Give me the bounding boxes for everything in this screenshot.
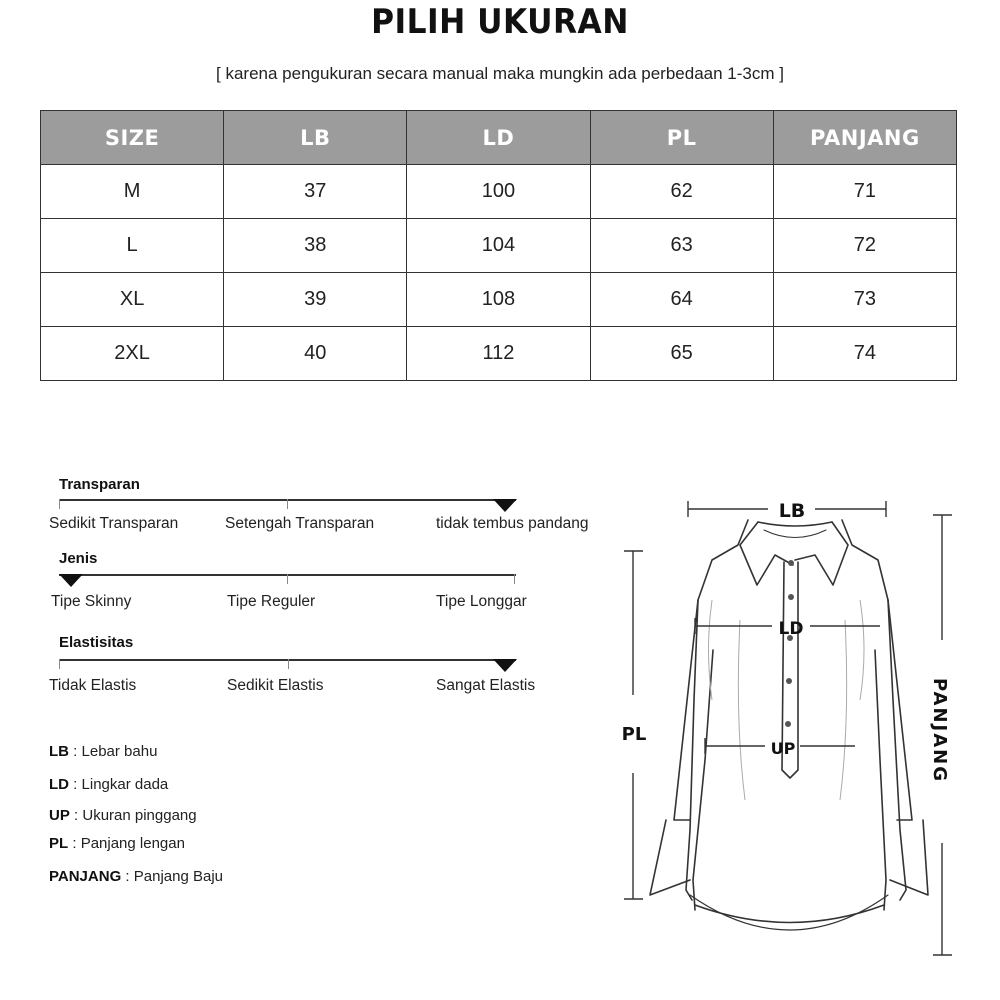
cell-size: 2XL <box>41 327 224 381</box>
scale-tick <box>59 659 60 669</box>
scale-tick <box>288 659 289 669</box>
scale-option: Tipe Longgar <box>436 593 527 610</box>
cell-pl: 65 <box>590 327 773 381</box>
cell-size: L <box>41 219 224 273</box>
legend-item-ld: LD : Lingkar dada <box>49 776 169 793</box>
cell-ld: 112 <box>407 327 590 381</box>
cell-pl: 64 <box>590 273 773 327</box>
cell-lb: 38 <box>224 219 407 273</box>
table-header-row <box>41 111 957 165</box>
cell-pl: 63 <box>590 219 773 273</box>
label-lb: LB <box>778 500 806 522</box>
table-row <box>41 327 957 381</box>
scale-option-selected: Tipe Skinny <box>51 593 132 610</box>
label-up: UP <box>770 739 796 758</box>
scale-tick <box>287 499 288 509</box>
page-title: PILIH UKURAN <box>371 2 629 42</box>
scale-option: Tidak Elastis <box>49 677 137 694</box>
cell-lb: 40 <box>224 327 407 381</box>
column-header-size: SIZE <box>41 111 224 165</box>
elasticity-scale <box>48 632 608 692</box>
cell-size: XL <box>41 273 224 327</box>
cell-size: M <box>41 165 224 219</box>
fit-type-scale <box>48 548 608 608</box>
legend-item-panjang: PANJANG : Panjang Baju <box>49 868 223 885</box>
cell-ld: 104 <box>407 219 590 273</box>
size-chart-table <box>40 110 957 381</box>
cell-panjang: 72 <box>773 219 956 273</box>
cell-lb: 39 <box>224 273 407 327</box>
scale-tick <box>514 574 515 584</box>
scale-title: Transparan <box>59 476 140 493</box>
column-header-lb: LB <box>224 111 407 165</box>
selected-marker-icon <box>59 574 83 587</box>
legend-item-lb: LB : Lebar bahu <box>49 743 158 760</box>
selected-marker-icon <box>493 499 517 512</box>
table-row <box>41 165 957 219</box>
legend-item-pl: PL : Panjang lengan <box>49 835 185 852</box>
table-row <box>41 219 957 273</box>
cell-pl: 62 <box>590 165 773 219</box>
scale-option: Tipe Reguler <box>227 593 316 610</box>
shirt-measurement-diagram <box>612 480 982 980</box>
scale-title: Jenis <box>59 550 98 567</box>
label-ld: LD <box>778 619 804 639</box>
scale-tick <box>59 499 60 509</box>
scale-option-selected: Sangat Elastis <box>436 677 536 694</box>
scale-option-selected: tidak tembus pandang <box>436 515 589 532</box>
cell-panjang: 73 <box>773 273 956 327</box>
cell-panjang: 74 <box>773 327 956 381</box>
label-pl: PL <box>621 724 647 745</box>
scale-option: Sedikit Transparan <box>49 515 179 532</box>
column-header-panjang: PANJANG <box>773 111 956 165</box>
scale-option: Setengah Transparan <box>225 515 375 532</box>
legend-item-up: UP : Ukuran pinggang <box>49 807 197 824</box>
cell-ld: 100 <box>407 165 590 219</box>
scale-option: Sedikit Elastis <box>227 677 324 694</box>
measurement-note: [ karena pengukuran secara manual maka mungkin ada perbedaan 1-3cm ] <box>216 64 784 83</box>
cell-lb: 37 <box>224 165 407 219</box>
button-icons <box>785 560 794 727</box>
transparency-scale <box>48 474 608 534</box>
table-row <box>41 273 957 327</box>
scale-tick <box>287 574 288 584</box>
selected-marker-icon <box>493 659 517 672</box>
cell-panjang: 71 <box>773 165 956 219</box>
column-header-pl: PL <box>590 111 773 165</box>
scale-title: Elastisitas <box>59 634 134 651</box>
label-panjang: PANJANG <box>929 678 950 784</box>
column-header-ld: LD <box>407 111 590 165</box>
cell-ld: 108 <box>407 273 590 327</box>
